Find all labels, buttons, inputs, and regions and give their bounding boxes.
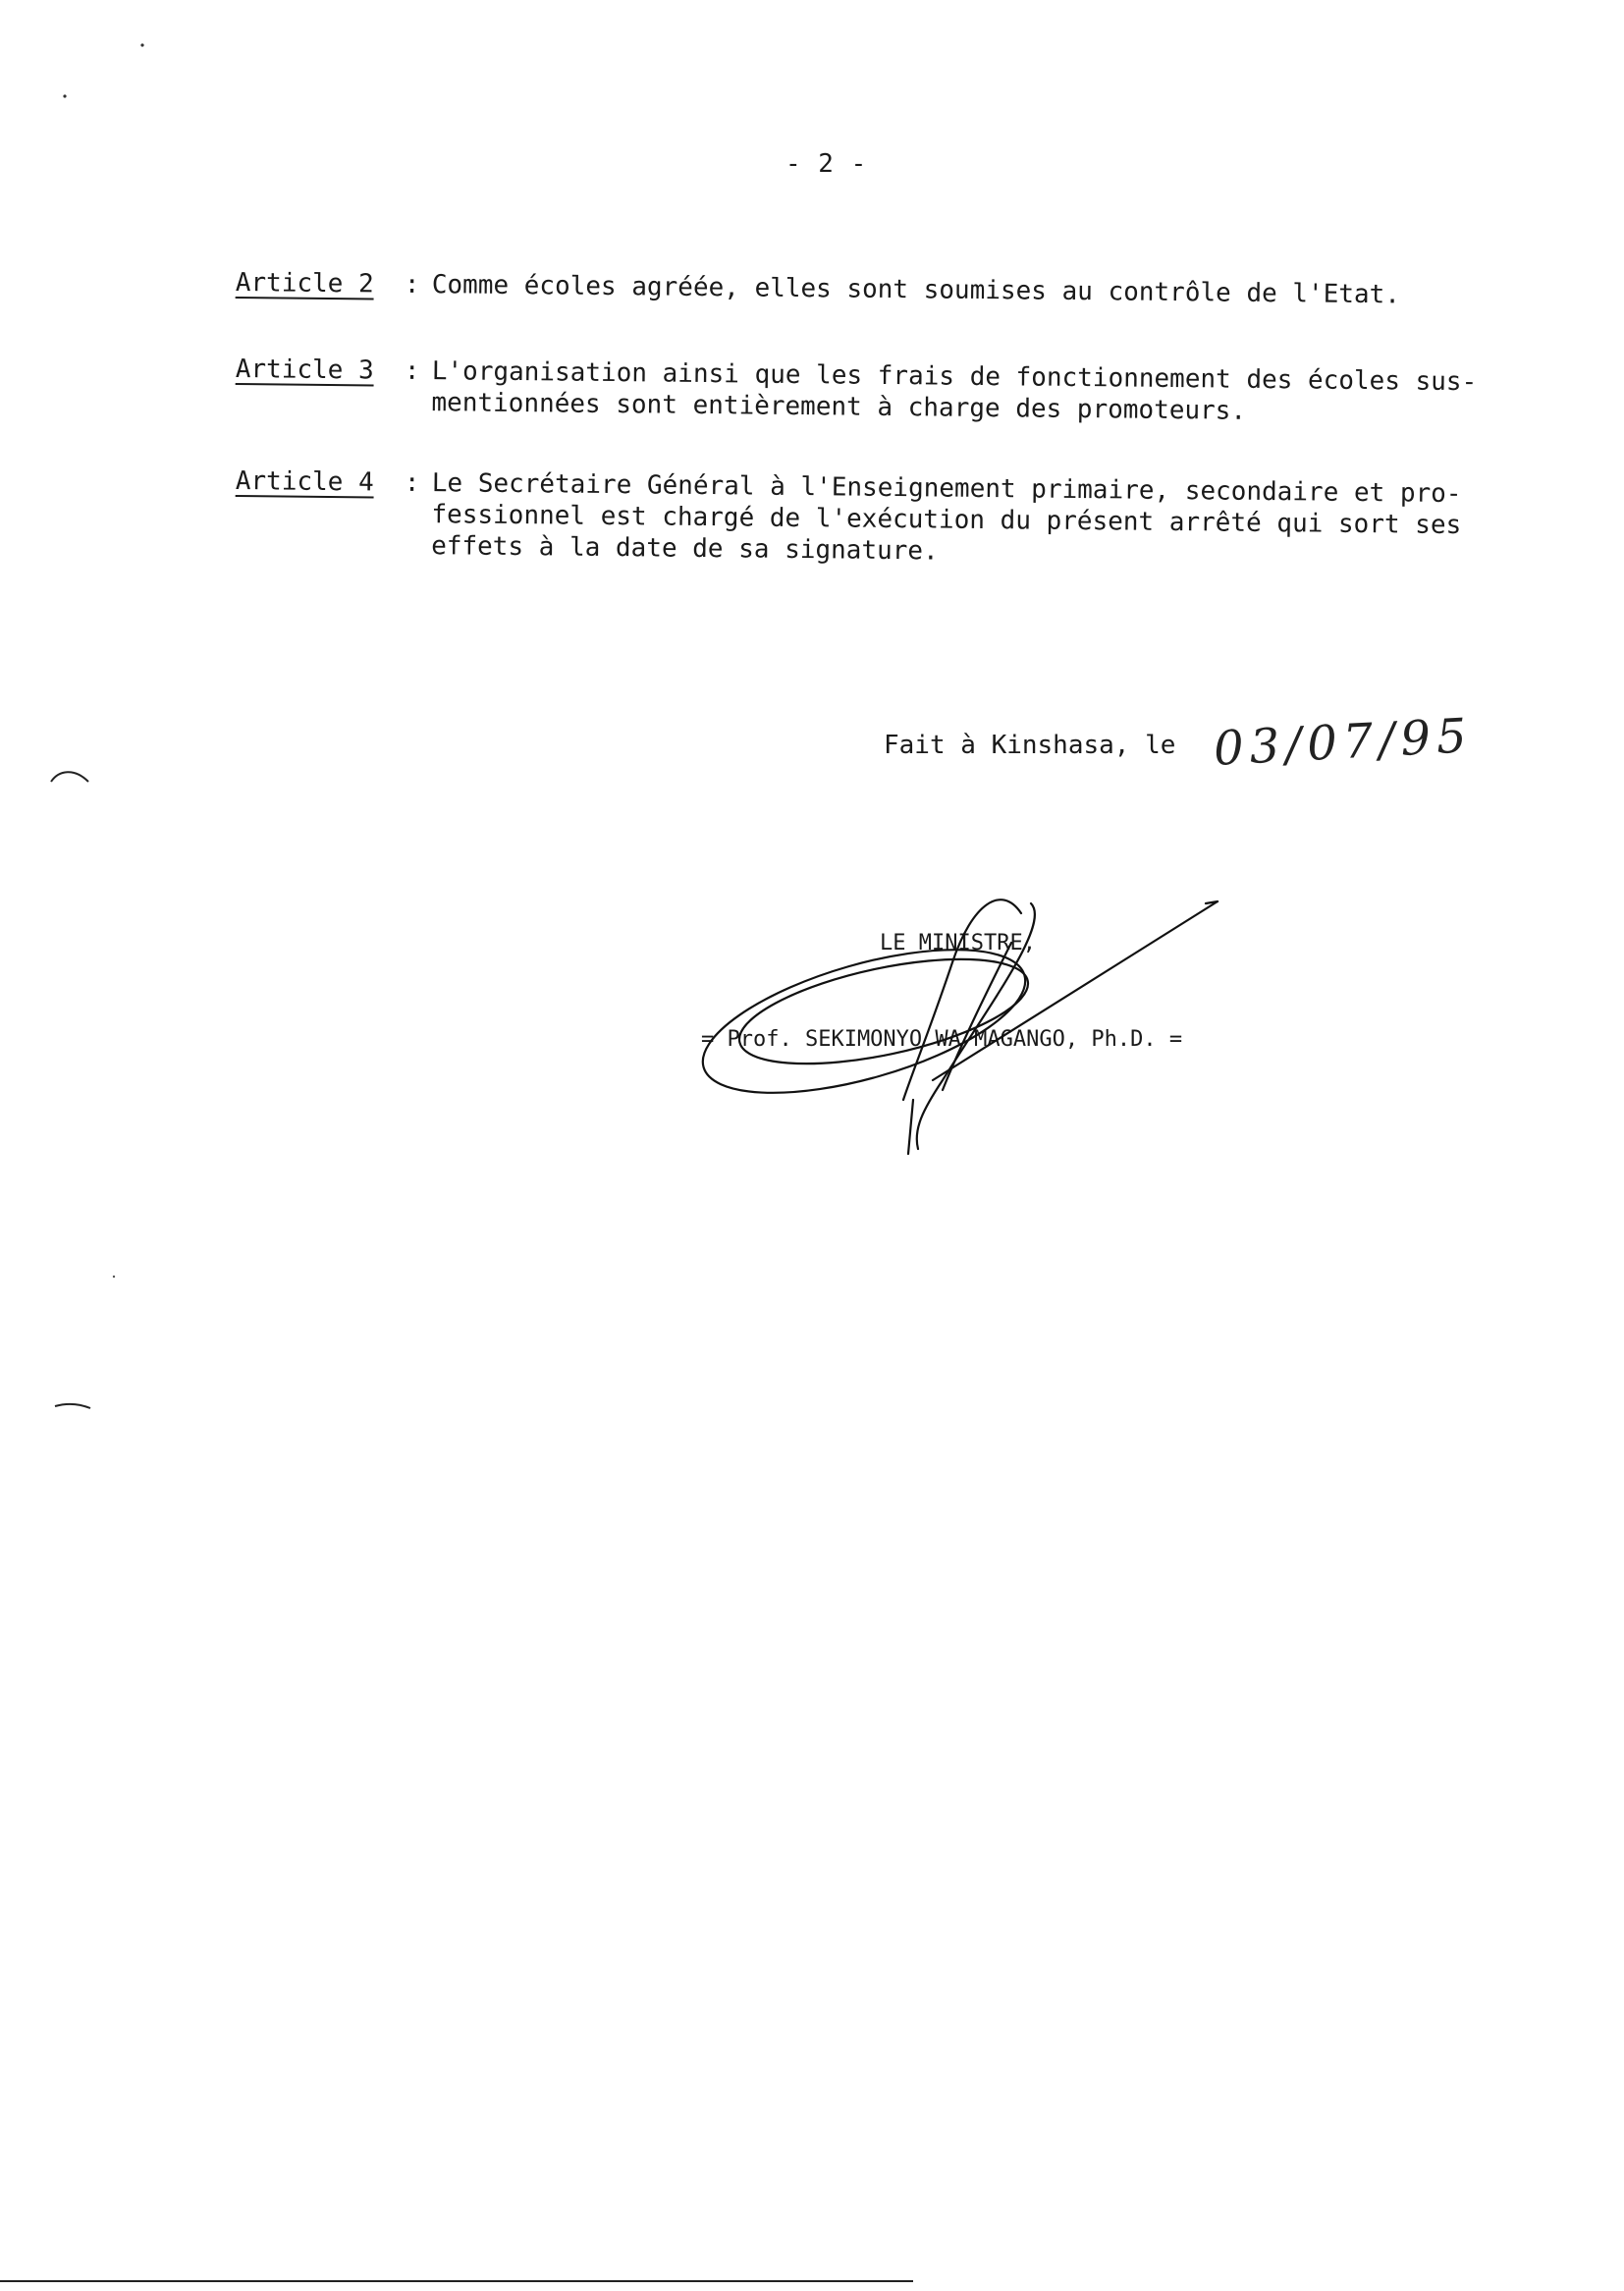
place-and-date-line: Fait à Kinshasa, le [884, 731, 1176, 760]
page-number: - 2 - [785, 149, 868, 179]
article-label: Article 2 [235, 267, 374, 300]
article-text: Comme écoles agréée, elles sont soumises au contrôle de l'Etat. [431, 270, 1401, 310]
minister-name: = Prof. SEKIMONYO WA MAGANGO, Ph.D. = [701, 1027, 1183, 1052]
scan-edge-line [0, 2280, 913, 2282]
article-label: Article 3 [235, 354, 374, 386]
article-text: L'organisation ainsi que les frais de fonctionnement des écoles sus-mentionnées sont entièrement à charge des promoteurs. [431, 356, 1478, 426]
article-text: Le Secrétaire Général à l'Enseignement primaire, secondaire et pro-fessionnel est chargé de l'exécution du présent arrêté qui sort ses effets à la date de sa signature. [430, 468, 1462, 567]
article-label: Article 4 [235, 465, 374, 498]
minister-title: LE MINISTRE, [880, 931, 1036, 955]
article-colon: : [404, 269, 420, 300]
article-colon: : [404, 355, 420, 386]
handwritten-date: 03/07/95 [1212, 708, 1474, 777]
article-colon: : [404, 467, 420, 498]
